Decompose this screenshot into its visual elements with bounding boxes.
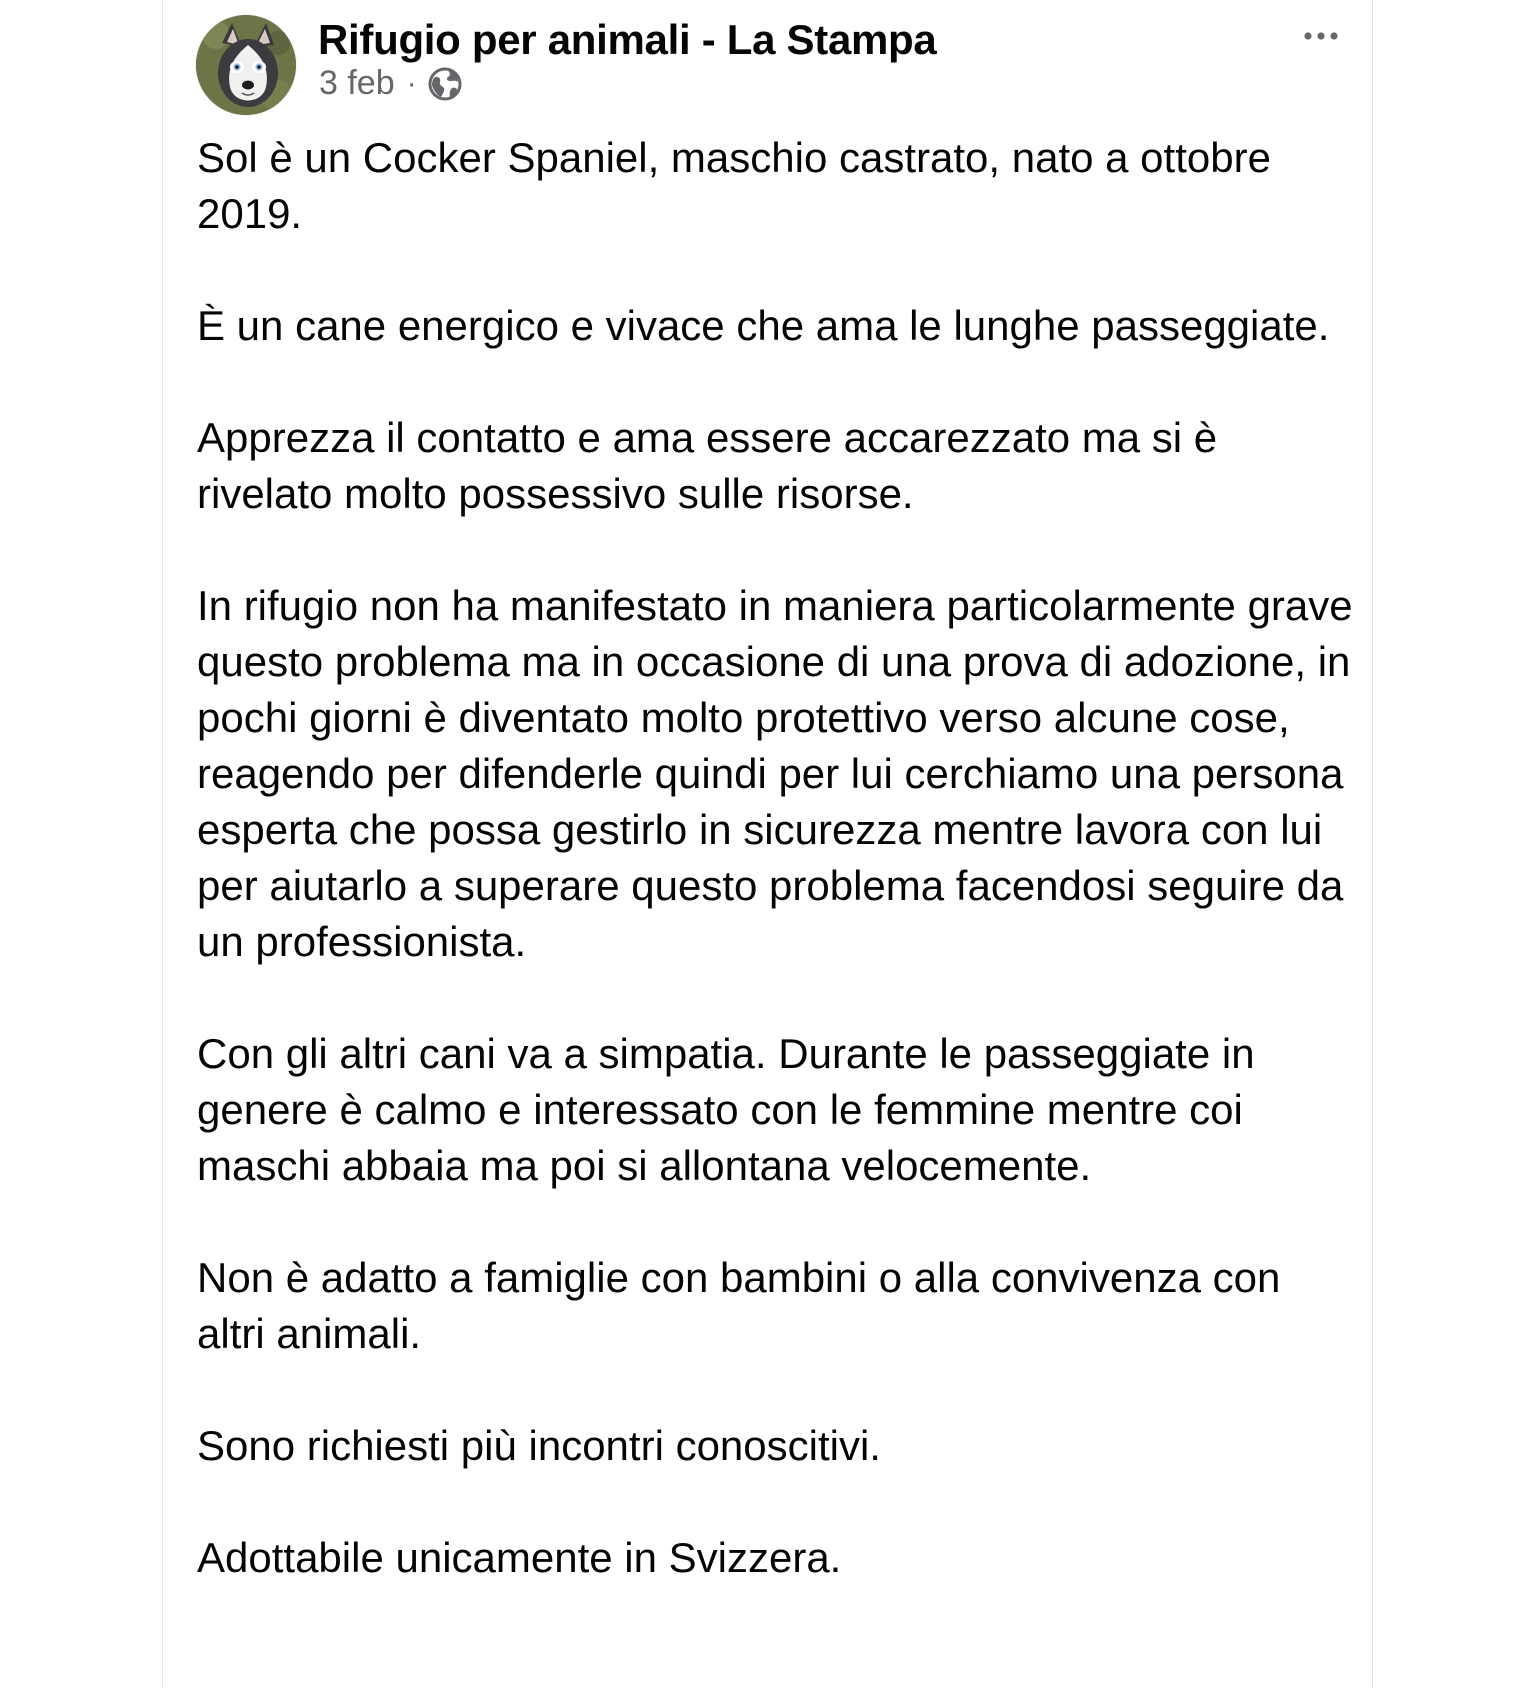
more-options-button[interactable] [1291,18,1351,54]
post-text [197,130,1357,1642]
post-paragraph: Non è adatto a famiglie con bambini o alla convivenza con altri animali. [197,1254,1281,1357]
post-meta [319,64,463,103]
page-avatar[interactable] [196,15,296,115]
husky-avatar-icon [196,15,296,115]
post-paragraph: Adottabile unicamente in Svizzera. [197,1534,842,1581]
post-paragraph: In rifugio non ha manifestato in maniera particolarmente grave questo problema ma in occasione di una prova di adozione, in pochi giorni è diventato molto protettivo verso alcune cose, reagendo per difenderle quindi per lui cerchiamo una persona esperta che possa gestirlo in sicurezza mentre lavora con lui per aiutarlo a superare questo problema facendosi seguire da un professionista. [197,582,1353,965]
globe-icon[interactable] [427,66,463,102]
meta-separator: · [406,66,417,100]
ellipsis-icon [1303,31,1339,41]
post-date-link[interactable]: 3 feb [319,64,395,102]
page-name-link[interactable]: Rifugio per animali - La Stampa [318,16,937,63]
post-paragraph: Sono richiesti più incontri conoscitivi. [197,1422,881,1469]
post-paragraph: È un cane energico e vivace che ama le lunghe passeggiate. [197,302,1330,349]
post-paragraph: Apprezza il contatto e ama essere accarezzato ma si è rivelato molto possessivo sulle risorse. [197,414,1218,517]
post-paragraph: Sol è un Cocker Spaniel, maschio castrato, nato a ottobre 2019. [197,134,1271,237]
post-paragraph: Con gli altri cani va a simpatia. Durante le passeggiate in genere è calmo e interessato con le femmine mentre coi maschi abbaia ma poi si allontana velocemente. [197,1030,1255,1189]
post-card [162,0,1373,1688]
